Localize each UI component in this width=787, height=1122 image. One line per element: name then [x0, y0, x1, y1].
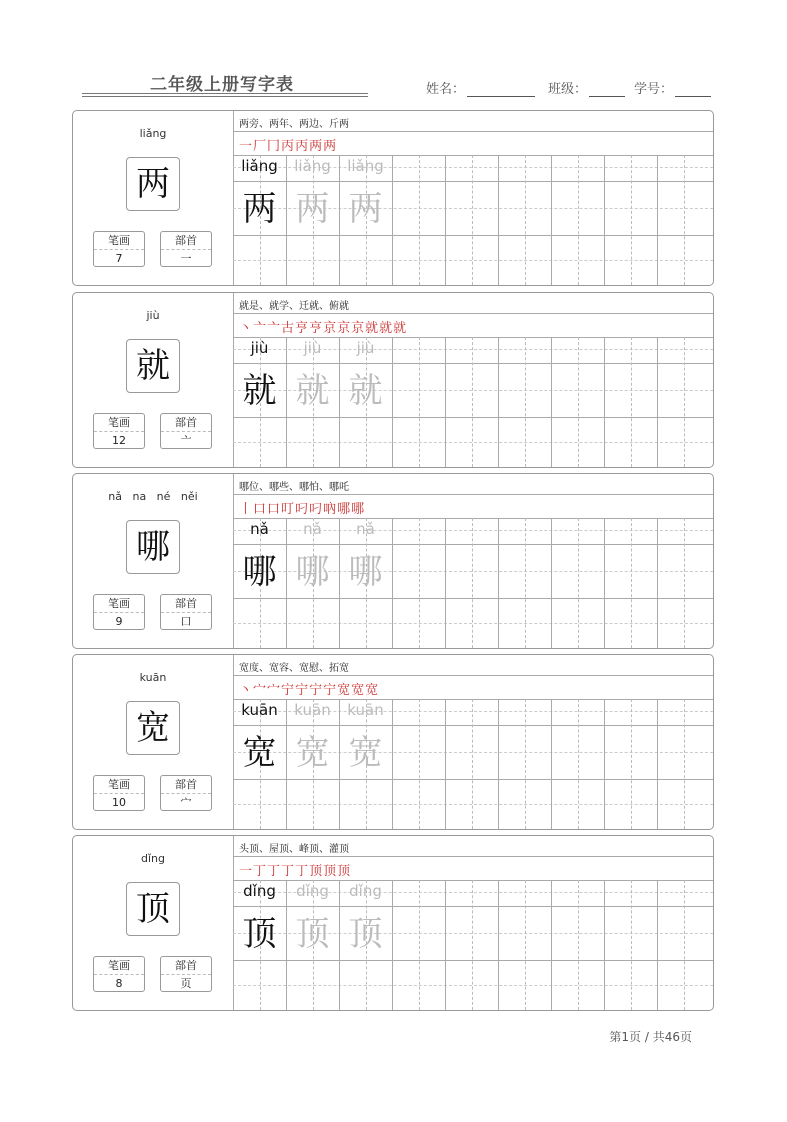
- example-words: 头顶、屋顶、峰顶、灌顶: [239, 844, 349, 855]
- character-info: [73, 111, 234, 285]
- stroke-step: 丁: [267, 864, 282, 879]
- radical: 亠: [180, 434, 192, 447]
- stroke-step: 吶: [323, 502, 338, 517]
- stroke-step: 两: [309, 139, 324, 154]
- grid-pinyin: kuān: [241, 701, 278, 719]
- grid-character: 就: [242, 371, 277, 411]
- radical-label: 部首: [161, 776, 211, 794]
- class-field[interactable]: [548, 78, 625, 97]
- stroke-count: 7: [115, 252, 123, 265]
- character: 哪: [126, 520, 180, 574]
- radical-label: 部首: [161, 232, 211, 250]
- stroke-order: [239, 498, 365, 517]
- stroke-step: 顶: [309, 864, 324, 879]
- grid-pinyin: jiù: [303, 339, 322, 357]
- character-info: [73, 474, 234, 648]
- pinyin: dǐng: [141, 852, 165, 865]
- stroke-order: [239, 679, 379, 698]
- grid-character: 就: [295, 371, 330, 411]
- stroke-step: 哪: [337, 502, 352, 517]
- grid-pinyin: jiù: [356, 339, 375, 357]
- stroke-step: 宀: [267, 683, 282, 698]
- stroke-step: 亠: [267, 321, 282, 336]
- character-info: [73, 836, 234, 1010]
- stroke-count-box: [93, 413, 145, 449]
- grid-pinyin: kuān: [294, 701, 331, 719]
- stroke-order: [239, 860, 351, 879]
- stroke-count-box: [93, 775, 145, 811]
- number-field[interactable]: [634, 78, 711, 97]
- grid-pinyin: nǎ: [250, 520, 269, 538]
- stroke-step: 两: [323, 139, 338, 154]
- stroke-order: [239, 317, 407, 336]
- stroke-step: 亠: [253, 321, 268, 336]
- character-card: [72, 473, 714, 649]
- stroke-count: 9: [115, 615, 123, 628]
- stroke-step: 宁: [295, 683, 310, 698]
- stroke-step: 丁: [253, 864, 268, 879]
- radical-box: [160, 594, 212, 630]
- radical: 一: [180, 252, 192, 265]
- pinyin: kuān: [139, 671, 167, 684]
- radical-label: 部首: [161, 414, 211, 432]
- stroke-step: 丁: [295, 864, 310, 879]
- stroke-step: 顶: [337, 864, 352, 879]
- grid-character: 顶: [242, 914, 277, 954]
- grid-pinyin: liǎng: [241, 157, 278, 175]
- stroke-step: 丙: [295, 139, 310, 154]
- stroke-step: 丶: [239, 683, 254, 698]
- class-label: 班级：: [548, 82, 588, 97]
- stroke-step: 宁: [309, 683, 324, 698]
- stroke-step: 亨: [295, 321, 310, 336]
- stroke-step: 宽: [351, 683, 366, 698]
- stroke-step: 就: [393, 321, 408, 336]
- grid-character: 宽: [295, 733, 330, 773]
- pinyin: nǎ na né něi: [108, 490, 198, 503]
- stroke-count-box: [93, 231, 145, 267]
- grid-character: 顶: [348, 914, 383, 954]
- stroke-count-box: [93, 594, 145, 630]
- character: 宽: [126, 701, 180, 755]
- radical-box: [160, 231, 212, 267]
- grid-pinyin: liǎng: [347, 157, 384, 175]
- stroke-count-label: 笔画: [94, 957, 144, 975]
- stroke-step: 宁: [323, 683, 338, 698]
- radical: 宀: [180, 796, 192, 809]
- grid-character: 就: [348, 371, 383, 411]
- grid-pinyin: nǎ: [356, 520, 375, 538]
- stroke-step: 叮: [281, 502, 296, 517]
- stroke-step: 京: [323, 321, 338, 336]
- character-info: [73, 293, 234, 467]
- stroke-step: 京: [337, 321, 352, 336]
- stroke-step: 顶: [323, 864, 338, 879]
- radical: 页: [180, 977, 192, 990]
- radical-box: [160, 956, 212, 992]
- stroke-step: 宽: [337, 683, 352, 698]
- stroke-step: 口: [253, 502, 268, 517]
- grid-pinyin: jiù: [250, 339, 269, 357]
- stroke-step: 宁: [281, 683, 296, 698]
- grid-character: 两: [348, 189, 383, 229]
- practice-area: [233, 655, 713, 829]
- stroke-order: [239, 135, 337, 154]
- stroke-step: 就: [365, 321, 380, 336]
- pinyin: liǎng: [139, 127, 167, 140]
- practice-area: [233, 474, 713, 648]
- stroke-count: 12: [112, 434, 126, 447]
- example-words: 宽度、宽容、宽慰、拓宽: [239, 663, 349, 674]
- radical-label: 部首: [161, 595, 211, 613]
- grid-character: 哪: [242, 552, 277, 592]
- practice-area: [233, 293, 713, 467]
- stroke-step: 哪: [351, 502, 366, 517]
- stroke-step: 宽: [365, 683, 380, 698]
- character-info: [73, 655, 234, 829]
- character-card: [72, 835, 714, 1011]
- stroke-step: 一: [239, 864, 254, 879]
- grid-character: 顶: [295, 914, 330, 954]
- name-label: 姓名：: [426, 82, 466, 97]
- grid-pinyin: nǎ: [303, 520, 322, 538]
- stroke-step: 叼: [295, 502, 310, 517]
- character: 就: [126, 339, 180, 393]
- page-title: 二年级上册写字表: [150, 75, 294, 95]
- stroke-step: 京: [351, 321, 366, 336]
- character: 顶: [126, 882, 180, 936]
- stroke-step: 亨: [309, 321, 324, 336]
- grid-pinyin: dǐng: [296, 882, 329, 900]
- name-field[interactable]: [426, 78, 535, 97]
- practice-area: [233, 836, 713, 1010]
- grid-character: 宽: [242, 733, 277, 773]
- stroke-count-box: [93, 956, 145, 992]
- grid-character: 哪: [348, 552, 383, 592]
- character-card: [72, 292, 714, 468]
- stroke-count: 10: [112, 796, 126, 809]
- radical-label: 部首: [161, 957, 211, 975]
- stroke-step: 口: [267, 502, 282, 517]
- stroke-step: 古: [281, 321, 296, 336]
- radical: 口: [180, 615, 192, 628]
- stroke-step: 冂: [267, 139, 282, 154]
- radical-box: [160, 413, 212, 449]
- character-card: [72, 654, 714, 830]
- example-words: 就是、就学、迁就、俯就: [239, 301, 349, 312]
- grid-pinyin: dǐng: [243, 882, 276, 900]
- stroke-count-label: 笔画: [94, 414, 144, 432]
- title-underline-2: [82, 96, 368, 97]
- stroke-step: 丁: [281, 864, 296, 879]
- stroke-step: 叼: [309, 502, 324, 517]
- grid-pinyin: dǐng: [349, 882, 382, 900]
- stroke-step: 丙: [281, 139, 296, 154]
- stroke-count-label: 笔画: [94, 595, 144, 613]
- stroke-count: 8: [115, 977, 123, 990]
- grid-character: 哪: [295, 552, 330, 592]
- grid-character: 宽: [348, 733, 383, 773]
- stroke-step: 一: [239, 139, 254, 154]
- stroke-step: 宀: [253, 683, 268, 698]
- page-number: 第1页 / 共46页: [609, 1030, 692, 1044]
- example-words: 两旁、两年、两边、斤两: [239, 119, 349, 130]
- stroke-step: 就: [379, 321, 394, 336]
- grid-pinyin: liǎng: [294, 157, 331, 175]
- character: 两: [126, 157, 180, 211]
- stroke-step: 厂: [253, 139, 268, 154]
- stroke-count-label: 笔画: [94, 232, 144, 250]
- grid-character: 两: [295, 189, 330, 229]
- radical-box: [160, 775, 212, 811]
- practice-area: [233, 111, 713, 285]
- stroke-step: 丨: [239, 502, 254, 517]
- stroke-count-label: 笔画: [94, 776, 144, 794]
- stroke-step: 丶: [239, 321, 254, 336]
- grid-character: 两: [242, 189, 277, 229]
- number-label: 学号：: [634, 82, 674, 97]
- example-words: 哪位、哪些、哪怕、哪吒: [239, 482, 349, 493]
- title-underline: [82, 93, 368, 94]
- pinyin: jiù: [146, 309, 160, 322]
- character-card: [72, 110, 714, 286]
- grid-pinyin: kuān: [347, 701, 384, 719]
